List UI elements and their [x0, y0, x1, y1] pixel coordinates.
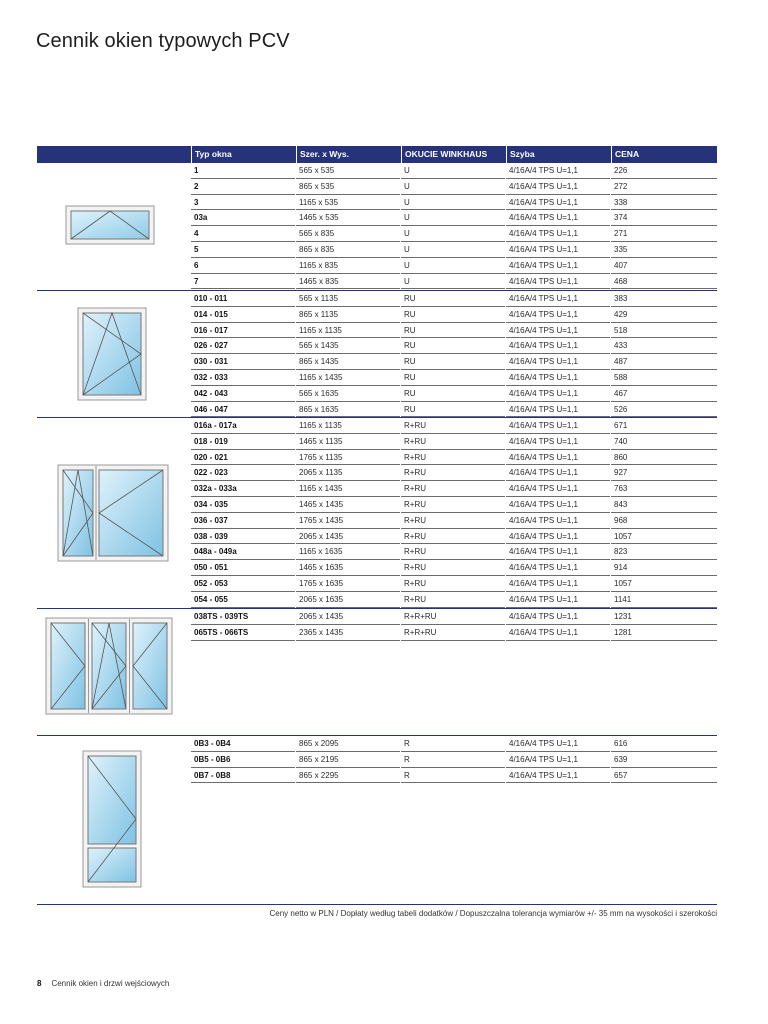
fittings-cell: R+RU — [401, 497, 505, 513]
fittings-cell: RU — [401, 370, 505, 386]
price-cell: 433 — [611, 338, 717, 354]
glazing-cell: 4/16A/4 TPS U=1,1 — [506, 210, 610, 226]
glazing-cell: 4/16A/4 TPS U=1,1 — [506, 418, 610, 434]
glazing-cell: 4/16A/4 TPS U=1,1 — [506, 402, 610, 418]
type-cell: 010 - 011 — [191, 291, 295, 307]
price-cell: 860 — [611, 450, 717, 466]
type-cell: 048a - 049a — [191, 544, 295, 560]
fittings-cell: R+RU — [401, 450, 505, 466]
dimensions-cell: 865 x 835 — [296, 242, 400, 258]
table-row — [37, 497, 717, 513]
glazing-cell: 4/16A/4 TPS U=1,1 — [506, 513, 610, 529]
table-row — [37, 258, 717, 274]
group-tilt-turn — [37, 290, 717, 417]
price-cell: 914 — [611, 560, 717, 576]
type-cell: 038 - 039 — [191, 529, 295, 545]
fittings-cell: R+RU — [401, 465, 505, 481]
group-balcony-door — [37, 735, 717, 899]
fittings-cell: R+RU — [401, 560, 505, 576]
table-row — [37, 179, 717, 195]
price-cell: 526 — [611, 402, 717, 418]
dimensions-cell: 565 x 1135 — [296, 291, 400, 307]
fittings-cell: R+RU — [401, 592, 505, 608]
fittings-cell: R+RU — [401, 544, 505, 560]
type-cell: 03a — [191, 210, 295, 226]
table-row — [37, 592, 717, 608]
glazing-cell: 4/16A/4 TPS U=1,1 — [506, 195, 610, 211]
table-row — [37, 481, 717, 497]
dimensions-cell: 1165 x 1435 — [296, 370, 400, 386]
dimensions-cell: 565 x 1635 — [296, 386, 400, 402]
fittings-cell: RU — [401, 307, 505, 323]
table-row — [37, 226, 717, 242]
fittings-cell: R — [401, 752, 505, 768]
table-row — [37, 513, 717, 529]
price-cell: 429 — [611, 307, 717, 323]
fittings-cell: U — [401, 258, 505, 274]
table-row — [37, 544, 717, 560]
dimensions-cell: 865 x 2295 — [296, 768, 400, 784]
group-triple-sash — [37, 608, 717, 735]
glazing-cell: 4/16A/4 TPS U=1,1 — [506, 242, 610, 258]
type-cell: 065TS - 066TS — [191, 625, 295, 641]
dimensions-cell: 1165 x 1135 — [296, 418, 400, 434]
fittings-cell: RU — [401, 338, 505, 354]
group-fixed — [37, 163, 717, 290]
dimensions-cell: 2365 x 1435 — [296, 625, 400, 641]
price-cell: 1057 — [611, 529, 717, 545]
table-row — [37, 768, 717, 784]
header-cena: CENA — [611, 146, 717, 163]
header-typ: Typ okna — [191, 146, 296, 163]
type-cell: 032a - 033a — [191, 481, 295, 497]
price-cell: 657 — [611, 768, 717, 784]
dimensions-cell: 865 x 1435 — [296, 354, 400, 370]
group-rows — [37, 609, 717, 641]
dimensions-cell: 565 x 1435 — [296, 338, 400, 354]
dimensions-cell: 1465 x 535 — [296, 210, 400, 226]
fittings-cell: U — [401, 163, 505, 179]
table-row — [37, 307, 717, 323]
fittings-cell: RU — [401, 291, 505, 307]
glazing-cell: 4/16A/4 TPS U=1,1 — [506, 736, 610, 752]
table-row — [37, 370, 717, 386]
table-row — [37, 195, 717, 211]
dimensions-cell: 565 x 835 — [296, 226, 400, 242]
price-cell: 671 — [611, 418, 717, 434]
fittings-cell: R+RU — [401, 481, 505, 497]
page-footer — [37, 979, 169, 988]
dimensions-cell: 2065 x 1635 — [296, 592, 400, 608]
type-cell: 026 - 027 — [191, 338, 295, 354]
group-double-sash — [37, 417, 717, 608]
table-row — [37, 323, 717, 339]
dimensions-cell: 1165 x 535 — [296, 195, 400, 211]
glazing-cell: 4/16A/4 TPS U=1,1 — [506, 274, 610, 290]
footnote: Ceny netto w PLN / Dopłaty według tabeli dodatków / Dopuszczalna tolerancja wymiarów +/- 35 mm na wysokości i szerokości — [37, 904, 717, 918]
glazing-cell: 4/16A/4 TPS U=1,1 — [506, 560, 610, 576]
fittings-cell: R+RU — [401, 576, 505, 592]
price-cell: 1141 — [611, 592, 717, 608]
price-cell: 843 — [611, 497, 717, 513]
table-row — [37, 434, 717, 450]
dimensions-cell: 865 x 535 — [296, 179, 400, 195]
price-cell: 271 — [611, 226, 717, 242]
fittings-cell: R+RU — [401, 434, 505, 450]
glazing-cell: 4/16A/4 TPS U=1,1 — [506, 179, 610, 195]
header-szyba: Szyba — [506, 146, 611, 163]
price-cell: 272 — [611, 179, 717, 195]
price-cell: 407 — [611, 258, 717, 274]
glazing-cell: 4/16A/4 TPS U=1,1 — [506, 576, 610, 592]
dimensions-cell: 1765 x 1435 — [296, 513, 400, 529]
dimensions-cell: 1165 x 1135 — [296, 323, 400, 339]
type-cell: 032 - 033 — [191, 370, 295, 386]
fittings-cell: U — [401, 226, 505, 242]
fittings-cell: U — [401, 210, 505, 226]
page-number: 8 — [37, 979, 42, 988]
fittings-cell: RU — [401, 354, 505, 370]
header-spacer — [37, 146, 191, 163]
price-cell: 487 — [611, 354, 717, 370]
type-cell: 016 - 017 — [191, 323, 295, 339]
fittings-cell: R+RU — [401, 418, 505, 434]
table-header — [37, 146, 717, 163]
price-cell: 1281 — [611, 625, 717, 641]
group-rows — [37, 291, 717, 417]
dimensions-cell: 865 x 1635 — [296, 402, 400, 418]
glazing-cell: 4/16A/4 TPS U=1,1 — [506, 768, 610, 784]
type-cell: 030 - 031 — [191, 354, 295, 370]
fittings-cell: U — [401, 242, 505, 258]
table-row — [37, 354, 717, 370]
fittings-cell: R+R+RU — [401, 609, 505, 625]
glazing-cell: 4/16A/4 TPS U=1,1 — [506, 481, 610, 497]
price-cell: 968 — [611, 513, 717, 529]
type-cell: 016a - 017a — [191, 418, 295, 434]
dimensions-cell: 1465 x 1135 — [296, 434, 400, 450]
fittings-cell: R+RU — [401, 529, 505, 545]
price-cell: 763 — [611, 481, 717, 497]
glazing-cell: 4/16A/4 TPS U=1,1 — [506, 544, 610, 560]
type-cell: 7 — [191, 274, 295, 290]
price-cell: 518 — [611, 323, 717, 339]
type-cell: 0B3 - 0B4 — [191, 736, 295, 752]
type-cell: 0B5 - 0B6 — [191, 752, 295, 768]
type-cell: 4 — [191, 226, 295, 242]
type-cell: 3 — [191, 195, 295, 211]
glazing-cell: 4/16A/4 TPS U=1,1 — [506, 258, 610, 274]
price-cell: 823 — [611, 544, 717, 560]
footer-text: Cennik okien i drzwi wejściowych — [51, 979, 170, 988]
table-row — [37, 450, 717, 466]
price-cell: 1057 — [611, 576, 717, 592]
fittings-cell: RU — [401, 386, 505, 402]
table-row — [37, 625, 717, 641]
glazing-cell: 4/16A/4 TPS U=1,1 — [506, 291, 610, 307]
glazing-cell: 4/16A/4 TPS U=1,1 — [506, 450, 610, 466]
table-row — [37, 465, 717, 481]
dimensions-cell: 1465 x 1435 — [296, 497, 400, 513]
table-row — [37, 242, 717, 258]
table-row — [37, 210, 717, 226]
type-cell: 014 - 015 — [191, 307, 295, 323]
table-row — [37, 163, 717, 179]
table-row — [37, 752, 717, 768]
table-row — [37, 576, 717, 592]
glazing-cell: 4/16A/4 TPS U=1,1 — [506, 163, 610, 179]
dimensions-cell: 1165 x 835 — [296, 258, 400, 274]
dimensions-cell: 1165 x 1435 — [296, 481, 400, 497]
fittings-cell: R+R+RU — [401, 625, 505, 641]
glazing-cell: 4/16A/4 TPS U=1,1 — [506, 338, 610, 354]
price-cell: 1231 — [611, 609, 717, 625]
dimensions-cell: 1465 x 835 — [296, 274, 400, 290]
type-cell: 036 - 037 — [191, 513, 295, 529]
fittings-cell: R — [401, 768, 505, 784]
dimensions-cell: 1765 x 1135 — [296, 450, 400, 466]
glazing-cell: 4/16A/4 TPS U=1,1 — [506, 434, 610, 450]
price-cell: 467 — [611, 386, 717, 402]
dimensions-cell: 865 x 2095 — [296, 736, 400, 752]
fittings-cell: RU — [401, 323, 505, 339]
header-okucie: OKUCIE WINKHAUS — [401, 146, 506, 163]
price-cell: 740 — [611, 434, 717, 450]
type-cell: 034 - 035 — [191, 497, 295, 513]
price-cell: 374 — [611, 210, 717, 226]
page-title: Cennik okien typowych PCV — [36, 30, 290, 52]
glazing-cell: 4/16A/4 TPS U=1,1 — [506, 625, 610, 641]
glazing-cell: 4/16A/4 TPS U=1,1 — [506, 386, 610, 402]
table-row — [37, 736, 717, 752]
group-rows — [37, 418, 717, 608]
dimensions-cell: 2065 x 1435 — [296, 609, 400, 625]
type-cell: 046 - 047 — [191, 402, 295, 418]
price-cell: 338 — [611, 195, 717, 211]
glazing-cell: 4/16A/4 TPS U=1,1 — [506, 323, 610, 339]
type-cell: 1 — [191, 163, 295, 179]
dimensions-cell: 1465 x 1635 — [296, 560, 400, 576]
price-table — [37, 146, 717, 899]
type-cell: 6 — [191, 258, 295, 274]
glazing-cell: 4/16A/4 TPS U=1,1 — [506, 307, 610, 323]
price-cell: 468 — [611, 274, 717, 290]
dimensions-cell: 565 x 535 — [296, 163, 400, 179]
price-cell: 383 — [611, 291, 717, 307]
table-row — [37, 402, 717, 418]
fittings-cell: U — [401, 195, 505, 211]
price-cell: 335 — [611, 242, 717, 258]
dimensions-cell: 1765 x 1635 — [296, 576, 400, 592]
fittings-cell: R — [401, 736, 505, 752]
price-cell: 927 — [611, 465, 717, 481]
type-cell: 052 - 053 — [191, 576, 295, 592]
table-row — [37, 529, 717, 545]
table-row — [37, 418, 717, 434]
type-cell: 2 — [191, 179, 295, 195]
glazing-cell: 4/16A/4 TPS U=1,1 — [506, 497, 610, 513]
type-cell: 018 - 019 — [191, 434, 295, 450]
type-cell: 042 - 043 — [191, 386, 295, 402]
glazing-cell: 4/16A/4 TPS U=1,1 — [506, 609, 610, 625]
dimensions-cell: 2065 x 1135 — [296, 465, 400, 481]
price-cell: 588 — [611, 370, 717, 386]
type-cell: 038TS - 039TS — [191, 609, 295, 625]
dimensions-cell: 865 x 1135 — [296, 307, 400, 323]
glazing-cell: 4/16A/4 TPS U=1,1 — [506, 465, 610, 481]
type-cell: 5 — [191, 242, 295, 258]
fittings-cell: U — [401, 274, 505, 290]
type-cell: 050 - 051 — [191, 560, 295, 576]
fittings-cell: U — [401, 179, 505, 195]
type-cell: 022 - 023 — [191, 465, 295, 481]
table-row — [37, 274, 717, 290]
glazing-cell: 4/16A/4 TPS U=1,1 — [506, 370, 610, 386]
glazing-cell: 4/16A/4 TPS U=1,1 — [506, 226, 610, 242]
table-row — [37, 560, 717, 576]
price-cell: 226 — [611, 163, 717, 179]
dimensions-cell: 865 x 2195 — [296, 752, 400, 768]
header-dim: Szer. x Wys. — [296, 146, 401, 163]
table-row — [37, 609, 717, 625]
glazing-cell: 4/16A/4 TPS U=1,1 — [506, 592, 610, 608]
glazing-cell: 4/16A/4 TPS U=1,1 — [506, 354, 610, 370]
fittings-cell: RU — [401, 402, 505, 418]
table-row — [37, 291, 717, 307]
dimensions-cell: 2065 x 1435 — [296, 529, 400, 545]
table-row — [37, 338, 717, 354]
type-cell: 020 - 021 — [191, 450, 295, 466]
price-cell: 639 — [611, 752, 717, 768]
type-cell: 054 - 055 — [191, 592, 295, 608]
glazing-cell: 4/16A/4 TPS U=1,1 — [506, 529, 610, 545]
group-rows — [37, 163, 717, 289]
fittings-cell: R+RU — [401, 513, 505, 529]
table-row — [37, 386, 717, 402]
dimensions-cell: 1165 x 1635 — [296, 544, 400, 560]
glazing-cell: 4/16A/4 TPS U=1,1 — [506, 752, 610, 768]
type-cell: 0B7 - 0B8 — [191, 768, 295, 784]
group-rows — [37, 736, 717, 783]
price-cell: 616 — [611, 736, 717, 752]
